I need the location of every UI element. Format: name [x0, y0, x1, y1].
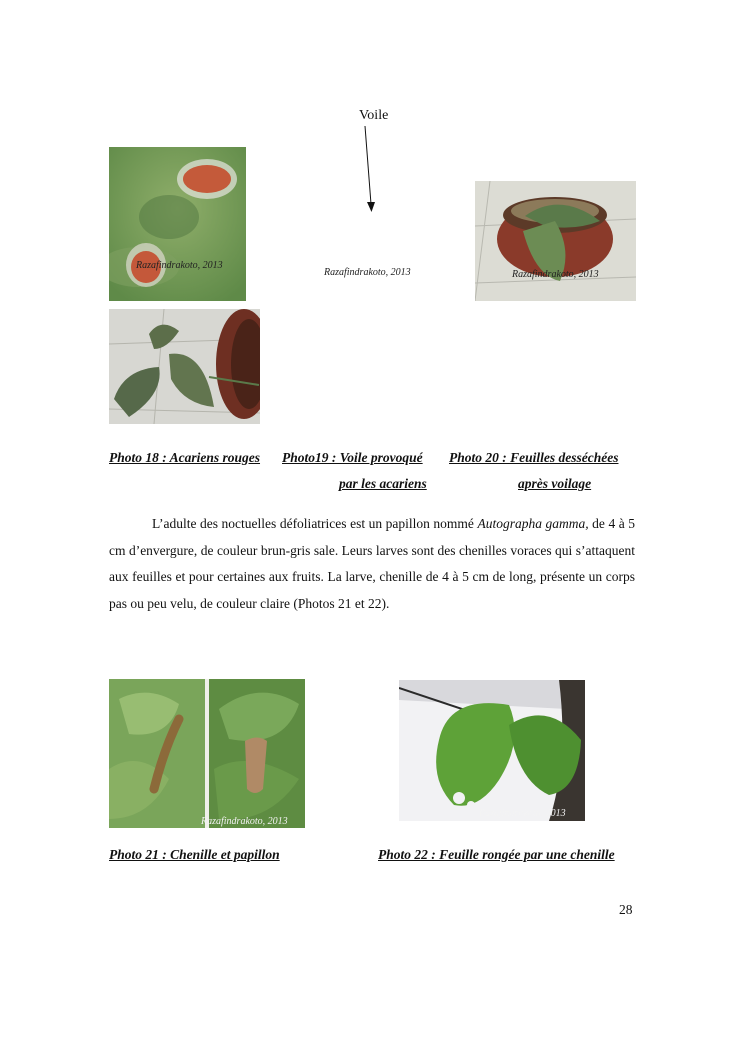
leaves-closeup-image	[109, 309, 260, 424]
eaten-leaf-image	[399, 680, 585, 821]
photo-20-caption-line1: Photo 20 : Feuilles desséchées	[449, 450, 619, 465]
photo-18-red-mites	[109, 147, 246, 301]
red-mites-image	[109, 147, 246, 301]
photo-21-caption: Photo 21 : Chenille et papillon	[109, 847, 280, 862]
paragraph-intro: L’adulte des noctuelles défoliatrices est un papillon nommé	[152, 516, 478, 531]
photo-20-credit: Razafindrakoto, 2013	[512, 269, 599, 280]
photo-20-leaves-closeup	[109, 309, 260, 424]
photo-22-eaten-leaf	[399, 680, 585, 821]
veil-label: Voile	[359, 108, 389, 123]
page-number: 28	[619, 902, 633, 917]
photo-22-caption: Photo 22 : Feuille rongée par une chenille	[378, 847, 615, 862]
photo-20-caption-line2: après voilage	[518, 476, 592, 491]
photo-18-credit: Razafindrakoto, 2013	[136, 260, 223, 271]
photo-21-credit: Razafindrakoto, 2013	[201, 816, 288, 827]
photo-19-caption-line1: Photo19 : Voile provoqué	[282, 450, 423, 465]
photo-19-credit: Razafindrakoto, 2013	[324, 267, 411, 278]
body-paragraph	[109, 511, 635, 617]
species-name: Autographa gamma,	[477, 516, 589, 531]
photo-19-caption-line2: par les acariens	[339, 476, 427, 491]
photo-21-caterpillar-moth	[109, 679, 305, 828]
paragraph-body: de 4 à 5 cm d’envergure, de couleur brun-gris sale. Leurs larves sont des chenilles voraces qui s’attaquent aux feuilles et pour certaines aux fruits. La larve, chenille de 4 à 5 cm de long, présente un corps pas ou peu velu, de couleur claire (Photos 21 et 22).	[109, 516, 636, 611]
photo-22-credit: Razafindrakoto, 2013	[479, 808, 566, 819]
veil-arrow	[355, 122, 385, 214]
photo-18-caption: Photo 18 : Acariens rouges	[109, 450, 261, 465]
photo-20-dried-leaves	[475, 181, 636, 301]
caterpillar-moth-image	[109, 679, 305, 828]
dried-leaves-image	[475, 181, 636, 301]
